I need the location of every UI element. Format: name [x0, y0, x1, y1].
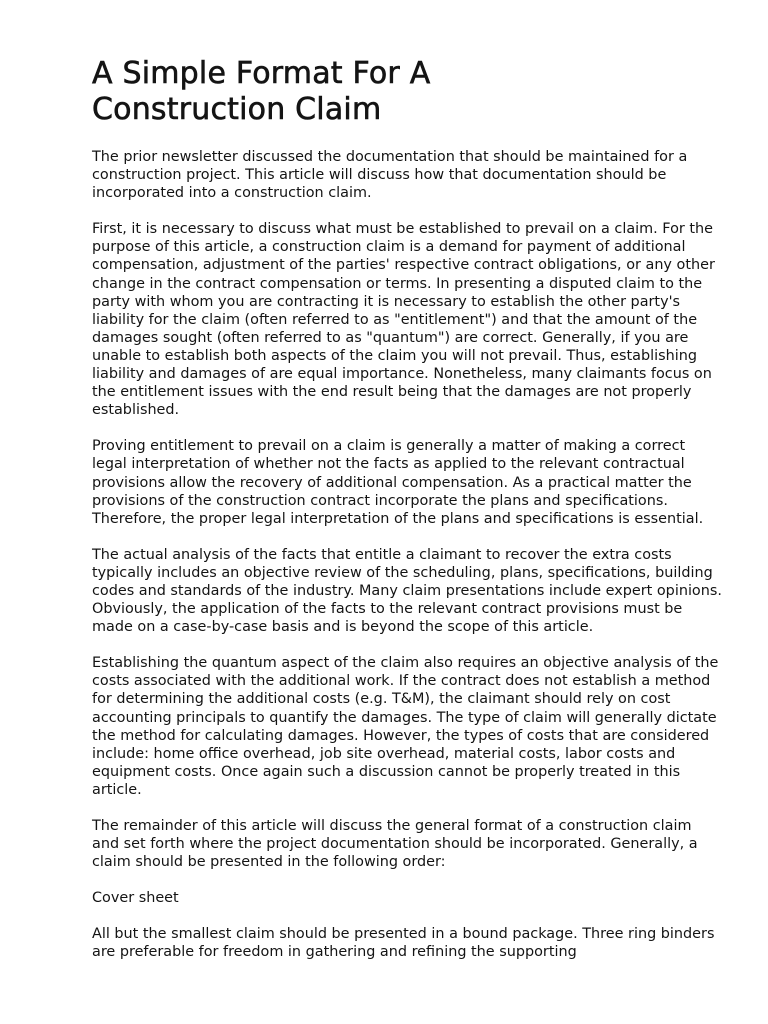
document-title — [92, 56, 722, 128]
paragraph-establishing-claim: First, it is necessary to discuss what must be established to prevail on a claim. For the purpose of this article, a construction claim is a demand for payment of additional compensation, adjustment of the parties' respective contract obligations, or any other change in the contract compensation or terms. In presenting a disputed claim to the party with whom you are contracting it is necessary to establish the other party's liability for the claim (often referred to as "entitlement") and that the amount of the damages sought (often referred to as "quantum") are correct. Generally, if you are unable to establish both aspects of the claim you will not prevail. Thus, establishing liability and damages of are equal importance. Nonetheless, many claimants focus on the entitlement issues with the end result being that the damages are not properly established. — [92, 221, 715, 419]
paragraph-proving-entitlement: Proving entitlement to prevail on a claim is generally a matter of making a correct legal interpretation of whether not the facts as applied to the relevant contractual provisions allow the recovery of additional compensation. As a practical matter the provisions of the construction contract incorporate the plans and specifications. Therefore, the proper legal interpretation of the plans and specifications is essential. — [92, 438, 704, 527]
title-line-2: Construction Claim — [92, 92, 382, 127]
paragraph-quantum: Establishing the quantum aspect of the claim also requires an objective analysis of the costs associated with the additional work. If the contract does not establish a method for determining the additional costs (e.g. T&M), the claimant should rely on cost accounting principals to quantify the damages. The type of claim will generally dictate the method for calculating damages. However, the types of costs that are considered include: home office overhead, job site overhead, material costs, labor costs and equipment costs. Once again such a discussion cannot be properly treated in this article. — [92, 655, 719, 798]
section-heading-cover-sheet: Cover sheet — [92, 890, 179, 907]
title-line-1: A Simple Format For A — [92, 56, 431, 91]
paragraph-intro: The prior newsletter discussed the documentation that should be maintained for a construction project. This article will discuss how that documentation should be incorporated into a construction claim. — [92, 149, 688, 202]
document-page — [92, 56, 722, 980]
paragraph-cover-sheet: All but the smallest claim should be presented in a bound package. Three ring binders are preferable for freedom in gathering and refining the supporting — [92, 926, 715, 961]
paragraph-claim-format: The remainder of this article will discuss the general format of a construction claim and set forth where the project documentation should be incorporated. Generally, a claim should be presented in the following order: — [92, 818, 698, 871]
paragraph-fact-analysis: The actual analysis of the facts that entitle a claimant to recover the extra costs typically includes an objective review of the scheduling, plans, specifications, building codes and standards of the industry. Many claim presentations include expert opinions. Obviously, the application of the facts to the relevant contract provisions must be made on a case-by-case basis and is beyond the scope of this article. — [92, 546, 722, 636]
